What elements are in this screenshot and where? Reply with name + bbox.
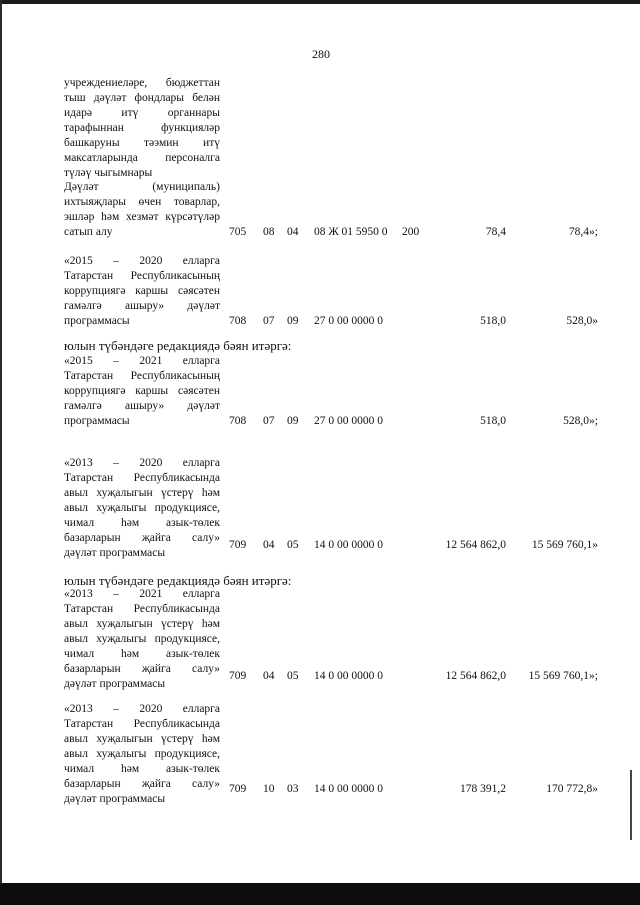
row-description: [64, 76, 220, 181]
description-line: Татарстан Республикасының: [64, 270, 220, 282]
scan-bottom-border: [0, 883, 640, 905]
description-line: Татарстан Республикасында: [64, 472, 220, 484]
ved-code: 709: [229, 670, 247, 682]
subsection-code: 03: [287, 783, 299, 795]
subsection-code: 09: [287, 315, 299, 327]
amount-year-2: 15 569 760,1»: [531, 539, 598, 551]
description-line: авыл хуҗалыгын үстерү һәм: [64, 733, 220, 745]
scan-left-border: [0, 0, 2, 905]
row-description: [64, 254, 220, 329]
description-line: дәүләт программасы: [64, 793, 166, 805]
amount-year-2: 528,0»;: [563, 415, 598, 427]
description-line: «2013 – 2020 елларга: [64, 457, 220, 469]
description-line: дәүләт программасы: [64, 678, 166, 690]
target-article-code: 08 Ж 01 5950 0: [314, 226, 388, 238]
section-code: 10: [263, 783, 275, 795]
amount-year-1: 178 391,2: [460, 783, 506, 795]
subsection-code: 05: [287, 670, 299, 682]
description-line: авыл хуҗалыгын үстерү һәм: [64, 487, 220, 499]
description-line: базарларын җайга салу»: [64, 663, 220, 675]
description-line: эшләр һәм хезмәт күрсәтүләр: [64, 211, 220, 223]
row-description: [64, 702, 220, 807]
amount-year-2: 78,4»;: [568, 226, 598, 238]
subsection-code: 05: [287, 539, 299, 551]
description-line: авыл хуҗалыгы продукциясе,: [64, 502, 220, 514]
description-line: базарларын җайга салу»: [64, 532, 220, 544]
edit-instruction-heading: юлын түбәндәге редакциядә бәян итәргә:: [64, 573, 292, 588]
description-line: коррупциягә каршы сәясәтен: [64, 285, 220, 297]
amount-year-1: 518,0: [480, 415, 506, 427]
description-line: коррупциягә каршы сәясәтен: [64, 385, 220, 397]
amount-year-1: 78,4: [485, 226, 506, 238]
description-line: түләү чыгымнары: [64, 167, 153, 179]
description-line: «2013 – 2020 елларга: [64, 703, 220, 715]
target-article-code: 14 0 00 0000 0: [314, 539, 383, 551]
description-line: сатып алу: [64, 226, 113, 238]
target-article-code: 14 0 00 0000 0: [314, 670, 383, 682]
section-code: 07: [263, 315, 275, 327]
description-line: учреждениеләре, бюджеттан: [64, 77, 220, 89]
amount-year-1: 12 564 862,0: [445, 670, 506, 682]
section-code: 04: [263, 539, 275, 551]
subsection-code: 04: [287, 226, 299, 238]
ved-code: 705: [229, 226, 247, 238]
description-line: «2015 – 2020 елларга: [64, 255, 220, 267]
row-description: [64, 587, 220, 692]
description-line: гамәлгә ашыру» дәүләт: [64, 300, 220, 312]
description-line: ихтыяҗлары өчен товарлар,: [64, 196, 220, 208]
description-line: Татарстан Республикасының: [64, 370, 220, 382]
description-line: авыл хуҗалыгы продукциясе,: [64, 748, 220, 760]
row-description: [64, 354, 220, 429]
target-article-code: 14 0 00 0000 0: [314, 783, 383, 795]
section-code: 08: [263, 226, 275, 238]
description-line: «2013 – 2021 елларга: [64, 588, 220, 600]
subsection-code: 09: [287, 415, 299, 427]
description-line: тарафыннан функцияләр: [64, 122, 220, 134]
amount-year-2: 15 569 760,1»;: [528, 670, 598, 682]
ved-code: 708: [229, 415, 247, 427]
target-article-code: 27 0 00 0000 0: [314, 315, 383, 327]
description-line: чимал һәм азык-төлек: [64, 517, 220, 529]
description-line: Татарстан Республикасында: [64, 603, 220, 615]
amount-year-1: 12 564 862,0: [445, 539, 506, 551]
target-article-code: 27 0 00 0000 0: [314, 415, 383, 427]
description-line: башкаруны тәэмин итү: [64, 137, 220, 149]
page-number: 280: [312, 47, 330, 61]
section-code: 07: [263, 415, 275, 427]
description-line: чимал һәм азык-төлек: [64, 763, 220, 775]
description-line: дәүләт программасы: [64, 547, 166, 559]
description-line: авыл хуҗалыгын үстерү һәм: [64, 618, 220, 630]
section-code: 04: [263, 670, 275, 682]
description-line: максатларында персоналга: [64, 152, 220, 164]
description-line: базарларын җайга салу»: [64, 778, 220, 790]
scan-artifact-mark: [630, 770, 632, 840]
description-line: тыш дәүләт фондлары белән: [64, 92, 220, 104]
edit-instruction-heading: юлын түбәндәге редакциядә бәян итәргә:: [64, 338, 292, 353]
ved-code: 709: [229, 783, 247, 795]
description-line: гамәлгә ашыру» дәүләт: [64, 400, 220, 412]
description-line: Дәүләт (муниципаль): [64, 181, 220, 193]
description-line: «2015 – 2021 елларга: [64, 355, 220, 367]
description-line: программасы: [64, 315, 130, 327]
scan-top-border: [0, 0, 640, 4]
description-line: чимал һәм азык-төлек: [64, 648, 220, 660]
ved-code: 708: [229, 315, 247, 327]
row-description: [64, 456, 220, 561]
description-line: программасы: [64, 415, 130, 427]
amount-year-1: 518,0: [480, 315, 506, 327]
description-line: авыл хуҗалыгы продукциясе,: [64, 633, 220, 645]
expense-type-code: 200: [402, 226, 420, 238]
amount-year-2: 528,0»: [566, 315, 598, 327]
ved-code: 709: [229, 539, 247, 551]
description-line: идарә итү органнары: [64, 107, 220, 119]
amount-year-2: 170 772,8»: [546, 783, 598, 795]
description-line: Татарстан Республикасында: [64, 718, 220, 730]
row-description: [64, 180, 220, 240]
